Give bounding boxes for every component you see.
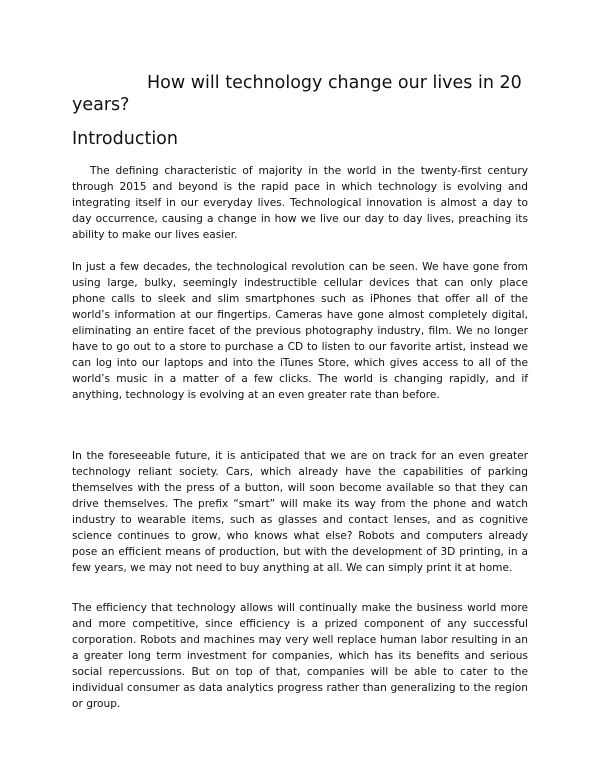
paragraph-4: The efficiency that technology allows will continually make the business world more and more competitive, since efficiency is a prized component of any successful corporation. Robots and machines may very well replace human labor resulting in an a greater long term investment for companies, which has its benefits and serious social repercussions. But on top of that, companies will be able to cater to the individual consumer as data analytics progress rather than generalizing to the region or group.: [72, 602, 528, 710]
document-title: How will technology change our lives in 20 years?: [72, 73, 522, 115]
paragraph-2: In just a few decades, the technological revolution can be seen. We have gone from using large, bulky, seemingly indestructible cellular devices that can only place phone calls to sleek and slim smartphones such as iPhones that offer all of the world’s information at our fingertips. Cameras have gone almost completely digital, eliminating an entire facet of the previous photography industry, film. We no longer have to go out to a store to purchase a CD to listen to our favorite artist, instead we can log into our laptops and into the iTunes Store, which gives access to all of the world’s music in a matter of a few clicks. The world is changing rapidly, and if anything, technology is evolving at an even greater rate than before.: [72, 261, 528, 401]
section-heading-introduction: Introduction: [72, 129, 178, 149]
paragraph-3: In the foreseeable future, it is anticipated that we are on track for an even greater technology reliant society. Cars, which already have the capabilities of parking themselves with the press of a button, will soon become available so that they can drive themselves. The prefix “smart” will make its way from the phone and watch industry to wearable items, such as glasses and contact lenses, and as cognitive science continues to grow, who knows what else? Robots and computers already pose an efficient means of production, but with the development of 3D printing, in a few years, we may not need to buy anything at all. We can simply print it at home.: [72, 450, 528, 574]
paragraph-1: The defining characteristic of majority in the world in the twenty-first century through 2015 and beyond is the rapid pace in which technology is evolving and integrating itself in our everyday lives. Technological innovation is almost a day to day occurrence, causing a change in how we live our day to day lives, preaching its ability to make our lives easier.: [72, 165, 528, 241]
